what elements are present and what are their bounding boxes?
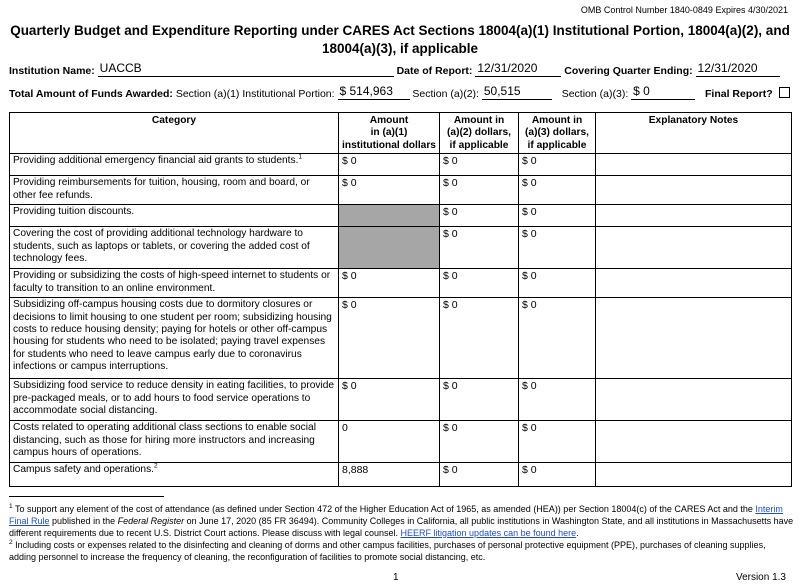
funds-row xyxy=(9,85,790,100)
a1-cell[interactable]: $ 0 xyxy=(339,269,440,298)
notes-cell[interactable] xyxy=(596,154,792,176)
footnote-2: $^2$ Including costs or expenses related to the disinfecting and cleaning of dorms and other campus facilities, purchases of personal protective equipment (PPE), purchases of cleaning supplies, adding personnel to increase the frequency of cleaning, the reconfiguration of facilities to promote social distancing, etc. xyxy=(9,539,766,562)
a3-cell[interactable]: $ 0 xyxy=(519,227,596,269)
notes-header: Explanatory Notes xyxy=(596,113,792,154)
footnote-1: $^1$ To support any element of the cost of attendance (as defined under Section 472 of the Higher Education Act of 1965, as amended (HEA)) per Section 18004(c) of the CARES Act and the Interim Final Rule published in the Federal Register on June 17, 2020 (85 FR 36494). Community Colleges in California, all public institutions in Washington State, and all institutions in Massachusetts have different requirements due to recent U.S. District Court actions. Please discuss with legal counsel. HEERF litigation updates can be found here. xyxy=(9,503,794,538)
notes-cell[interactable] xyxy=(596,379,792,421)
a2-cell[interactable]: $ 0 xyxy=(440,421,519,463)
a2-field[interactable] xyxy=(482,85,552,100)
category-cell: Covering the cost of providing additional technology hardware to students, such as laptops or tablets, or covering the added cost of technology fees. xyxy=(10,227,339,269)
table-row xyxy=(10,227,792,269)
footnotes xyxy=(9,503,794,563)
omb-control-number: OMB Control Number 1840-0849 Expires 4/30/2021 xyxy=(580,5,788,15)
table-row xyxy=(10,421,792,463)
a3-cell[interactable]: $ 0 xyxy=(519,269,596,298)
institution-label: Institution Name: xyxy=(9,65,95,77)
heerf-litigation-link[interactable]: HEERF litigation updates can be found here xyxy=(400,528,577,538)
category-cell: Providing or subsidizing the costs of high-speed internet to students or faculty to transition to an online environment. xyxy=(10,269,339,298)
a1-cell-disabled xyxy=(339,227,440,269)
a3-cell[interactable]: $ 0 xyxy=(519,298,596,379)
quarter-field[interactable] xyxy=(696,62,780,77)
notes-cell[interactable] xyxy=(596,176,792,205)
a3-label: Section (a)(3): xyxy=(561,88,629,100)
version-label: Version 1.3 xyxy=(735,572,786,583)
notes-cell[interactable] xyxy=(596,463,792,487)
a1-cell[interactable]: $ 0 xyxy=(339,298,440,379)
a1-field[interactable] xyxy=(338,85,410,100)
quarter-label: Covering Quarter Ending: xyxy=(564,65,693,77)
quarter-value: 12/31/2020 xyxy=(697,61,758,75)
final-report-checkbox[interactable] xyxy=(779,87,790,98)
institution-field[interactable] xyxy=(98,62,394,77)
category-cell: Costs related to operating additional class sections to enable social distancing, such as those for hiring more instructors and increasing campus hours of operations. xyxy=(10,421,339,463)
a2-cell[interactable]: $ 0 xyxy=(440,269,519,298)
notes-cell[interactable] xyxy=(596,227,792,269)
a3-cell[interactable]: $ 0 xyxy=(519,379,596,421)
a1-value: $ 514,963 xyxy=(339,84,393,98)
a1-cell[interactable]: 0 xyxy=(339,421,440,463)
category-cell: Campus safety and operations.$^2$ xyxy=(10,463,339,487)
a2-cell[interactable]: $ 0 xyxy=(440,154,519,176)
a2-cell[interactable]: $ 0 xyxy=(440,298,519,379)
a3-cell[interactable]: $ 0 xyxy=(519,176,596,205)
table-row xyxy=(10,176,792,205)
a1-amount-header: Amount in (a)(1) institutional dollars xyxy=(339,113,440,154)
a1-cell[interactable]: 8,888 xyxy=(339,463,440,487)
expenditure-table xyxy=(9,112,792,487)
a1-cell[interactable]: $ 0 xyxy=(339,154,440,176)
a1-cell[interactable]: $ 0 xyxy=(339,176,440,205)
category-cell: Subsidizing food service to reduce density in eating facilities, to provide pre-packaged meals, or to add hours to food service operations to accommodate social distancing. xyxy=(10,379,339,421)
a3-value: $ 0 xyxy=(633,84,650,98)
table-header-row xyxy=(10,113,792,154)
table-row xyxy=(10,154,792,176)
page-title xyxy=(10,22,790,58)
category-header: Category xyxy=(10,113,339,154)
category-cell: Providing additional emergency financial aid grants to students.$^1$ xyxy=(10,154,339,176)
a3-cell[interactable]: $ 0 xyxy=(519,463,596,487)
table-row xyxy=(10,463,792,487)
date-label: Date of Report: xyxy=(396,65,473,77)
a3-field[interactable] xyxy=(631,85,695,100)
a2-cell[interactable]: $ 0 xyxy=(440,176,519,205)
notes-cell[interactable] xyxy=(596,421,792,463)
date-value: 12/31/2020 xyxy=(477,61,538,75)
footnote-divider xyxy=(9,496,164,497)
a2-cell[interactable]: $ 0 xyxy=(440,463,519,487)
category-cell: Providing tuition discounts. xyxy=(10,205,339,227)
notes-cell[interactable] xyxy=(596,269,792,298)
notes-cell[interactable] xyxy=(596,205,792,227)
a3-cell[interactable]: $ 0 xyxy=(519,421,596,463)
total-funds-label: Total Amount of Funds Awarded: xyxy=(9,88,173,100)
a2-label: Section (a)(2): xyxy=(412,88,479,100)
interim-final-rule-link[interactable]: Interim Final Rule xyxy=(9,504,783,526)
a2-value: 50,515 xyxy=(483,84,521,98)
page-number: 1 xyxy=(393,572,399,583)
table-row xyxy=(10,205,792,227)
institution-value: UACCB xyxy=(99,61,142,75)
table-row xyxy=(10,269,792,298)
notes-cell[interactable] xyxy=(596,298,792,379)
a1-cell[interactable]: $ 0 xyxy=(339,379,440,421)
institution-row xyxy=(9,62,780,77)
table-row xyxy=(10,379,792,421)
a2-cell[interactable]: $ 0 xyxy=(440,379,519,421)
title-line-1: Quarterly Budget and Expenditure Reporting under CARES Act Sections 18004(a)(1) Institutional Portion, 18004(a)(2), and xyxy=(10,23,790,38)
a2-cell[interactable]: $ 0 xyxy=(440,205,519,227)
a1-label: Section (a)(1) Institutional Portion: xyxy=(175,88,335,100)
title-line-2: 18004(a)(3), if applicable xyxy=(321,41,479,56)
a3-cell[interactable]: $ 0 xyxy=(519,154,596,176)
category-cell: Providing reimbursements for tuition, housing, room and board, or other fee refunds. xyxy=(10,176,339,205)
a2-amount-header: Amount in (a)(2) dollars, if applicable xyxy=(440,113,519,154)
a3-amount-header: Amount in (a)(3) dollars, if applicable xyxy=(519,113,596,154)
table-row xyxy=(10,298,792,379)
final-report-label: Final Report? xyxy=(705,88,773,100)
date-field[interactable] xyxy=(475,62,561,77)
a2-cell[interactable]: $ 0 xyxy=(440,227,519,269)
a3-cell[interactable]: $ 0 xyxy=(519,205,596,227)
a1-cell-disabled xyxy=(339,205,440,227)
category-cell: Subsidizing off-campus housing costs due to dormitory closures or decisions to limit housing to one student per room; subsidizing housing costs to reduce housing density; paying for hotels or other off-campus housing for students who need to be isolated; paying travel expenses for students who need to leave campus early due to coronavirus infections or campus interruptions. xyxy=(10,298,339,379)
